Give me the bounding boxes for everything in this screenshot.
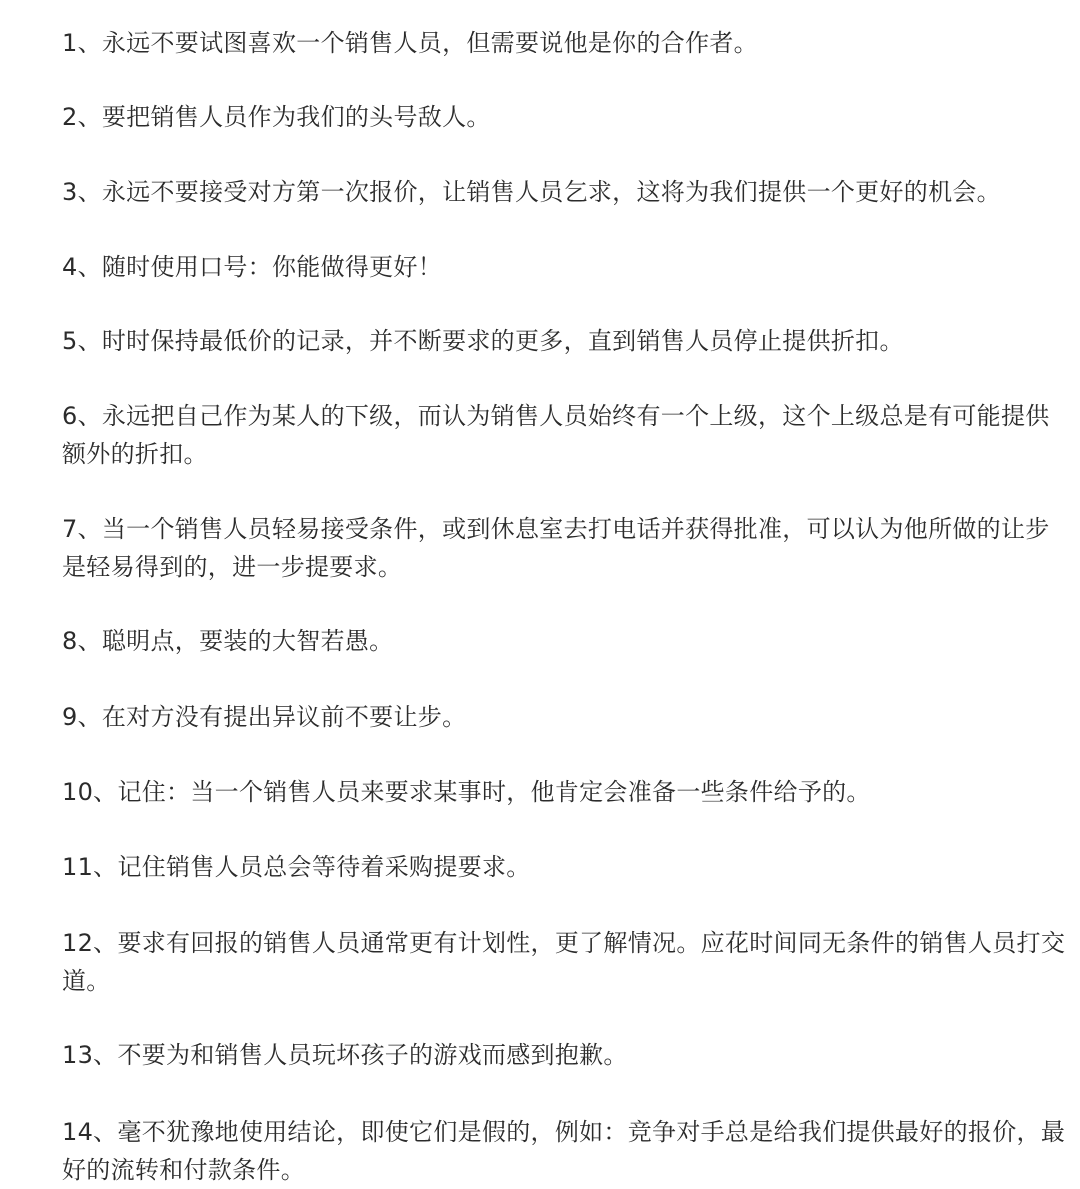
list-item-1: 1、永远不要试图喜欢一个销售人员，但需要说他是你的合作者。 [62, 29, 758, 57]
list-item-11: 11、记住销售人员总会等待着采购提要求。 [62, 853, 531, 881]
list-item-3: 3、永远不要接受对方第一次报价，让销售人员乞求，这将为我们提供一个更好的机会。 [62, 178, 1001, 206]
list-item-2: 2、要把销售人员作为我们的头号敌人。 [62, 103, 491, 131]
list-item-13: 13、不要为和销售人员玩坏孩子的游戏而感到抱歉。 [62, 1041, 628, 1069]
list-item-7: 7、当一个销售人员轻易接受条件，或到休息室去打电话并获得批准，可以认为他所做的让步是轻易得到的，进一步提要求。 [62, 515, 1050, 581]
list-item-12: 12、要求有回报的销售人员通常更有计划性，更了解情况。应花时间同无条件的销售人员打交道。 [62, 929, 1066, 995]
list-item-10: 10、记住：当一个销售人员来要求某事时，他肯定会准备一些条件给予的。 [62, 778, 871, 806]
list-item-14: 14、毫不犹豫地使用结论，即使它们是假的，例如：竞争对手总是给我们提供最好的报价，最好的流转和付款条件。 [62, 1118, 1066, 1184]
list-item-5: 5、时时保持最低价的记录，并不断要求的更多，直到销售人员停止提供折扣。 [62, 327, 904, 355]
list-item-9: 9、在对方没有提出异议前不要让步。 [62, 703, 467, 731]
list-item-6: 6、永远把自己作为某人的下级，而认为销售人员始终有一个上级，这个上级总是有可能提供额外的折扣。 [62, 402, 1050, 468]
list-item-4: 4、随时使用口号：你能做得更好！ [62, 253, 443, 281]
list-item-8: 8、聪明点，要装的大智若愚。 [62, 627, 394, 655]
